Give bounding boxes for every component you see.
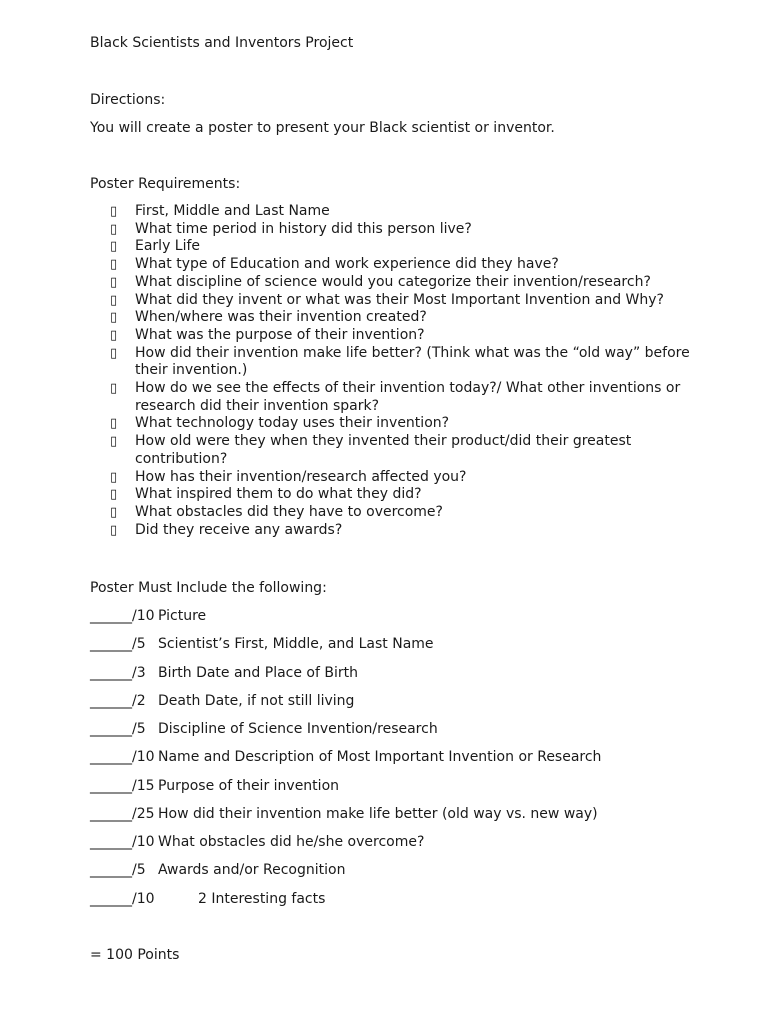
bullet-icon: ▯ [110, 504, 118, 520]
score-points: /10 [132, 891, 155, 907]
list-item [110, 274, 690, 292]
score-points: /25 [132, 806, 155, 822]
directions-text: You will create a poster to present your Black scientist or inventor. [90, 120, 555, 136]
bullet-icon: ▯ [110, 469, 118, 485]
bullet-icon: ▯ [110, 239, 118, 255]
score-points: /10 [132, 608, 155, 624]
score-row [90, 861, 345, 879]
requirement-text: What inspired them to do what they did? [135, 486, 422, 503]
list-item [110, 221, 690, 239]
bullet-icon: ▯ [110, 416, 118, 432]
score-blank: ______ [90, 608, 132, 624]
requirement-text: What was the purpose of their invention? [135, 326, 425, 343]
score-blank: ______ [90, 778, 132, 794]
score-label: Discipline of Science Invention/research [158, 721, 438, 737]
score-points: /10 [132, 834, 155, 850]
score-label: What obstacles did he/she overcome? [158, 834, 425, 850]
score-row [90, 635, 434, 653]
score-row [90, 777, 339, 795]
requirement-text: How did their invention make life better? (Think what was the “old way” before their invention.) [135, 344, 690, 379]
score-label: Scientist’s First, Middle, and Last Name [158, 636, 434, 652]
requirement-text: What did they invent or what was their Most Important Invention and Why? [135, 291, 664, 308]
score-label: Death Date, if not still living [158, 693, 355, 709]
list-item [110, 415, 690, 433]
score-points: /15 [132, 778, 155, 794]
list-item [110, 309, 690, 327]
score-blank: ______ [90, 693, 132, 709]
requirement-text: What discipline of science would you categorize their invention/research? [135, 273, 651, 290]
score-blank: ______ [90, 891, 132, 907]
bullet-icon: ▯ [110, 204, 118, 219]
list-item [110, 292, 690, 310]
score-blank: ______ [90, 749, 132, 765]
requirements-list [110, 203, 690, 539]
bullet-icon: ▯ [110, 522, 118, 538]
requirements-heading: Poster Requirements: [90, 176, 241, 192]
bullet-icon: ▯ [110, 345, 118, 361]
score-row [90, 692, 354, 710]
list-item [110, 433, 690, 468]
bullet-icon: ▯ [110, 310, 118, 326]
score-row [90, 805, 598, 823]
bullet-icon: ▯ [110, 257, 118, 273]
score-label: Picture [158, 608, 207, 624]
score-blank: ______ [90, 636, 132, 652]
score-blank: ______ [90, 806, 132, 822]
list-item [110, 504, 690, 522]
requirement-text: What technology today uses their invention? [135, 415, 450, 432]
requirement-text: What time period in history did this person live? [135, 220, 472, 237]
bullet-icon: ▯ [110, 274, 118, 290]
score-points: /5 [132, 862, 146, 878]
score-row [90, 890, 325, 908]
score-blank: ______ [90, 834, 132, 850]
directions-heading: Directions: [90, 92, 166, 108]
score-points: /5 [132, 636, 146, 652]
list-item [110, 522, 690, 540]
requirement-text: How do we see the effects of their invention today?/ What other inventions or research did their invention spark? [135, 380, 681, 414]
bullet-icon: ▯ [110, 381, 118, 397]
requirement-text: How old were they when they invented their product/did their greatest contribution? [135, 433, 632, 467]
include-heading: Poster Must Include the following: [90, 580, 327, 596]
score-label: Purpose of their invention [158, 778, 340, 794]
score-row [90, 748, 601, 766]
requirement-text: When/where was their invention created? [135, 309, 427, 326]
requirement-text: Early Life [135, 238, 201, 255]
page-title: Black Scientists and Inventors Project [90, 35, 354, 51]
bullet-icon: ▯ [110, 221, 118, 237]
list-item [110, 238, 690, 256]
score-label: How did their invention make life better (old way vs. new way) [158, 806, 598, 822]
list-item [110, 380, 690, 415]
score-label: Awards and/or Recognition [158, 862, 346, 878]
list-item [110, 486, 690, 504]
total-points: = 100 Points [90, 947, 180, 963]
bullet-icon: ▯ [110, 292, 118, 308]
list-item [110, 327, 690, 345]
list-item [110, 345, 690, 380]
score-blank: ______ [90, 665, 132, 681]
bullet-icon: ▯ [110, 487, 118, 503]
score-row [90, 833, 424, 851]
list-item [110, 469, 690, 487]
score-row [90, 720, 438, 738]
score-points: /10 [132, 749, 155, 765]
requirement-text: Did they receive any awards? [135, 521, 343, 538]
score-points: /2 [132, 693, 146, 709]
score-row [90, 607, 206, 625]
requirement-text: First, Middle and Last Name [135, 203, 330, 219]
score-blank: ______ [90, 721, 132, 737]
requirement-text: What type of Education and work experience did they have? [135, 256, 559, 273]
score-label: 2 Interesting facts [198, 891, 326, 907]
bullet-icon: ▯ [110, 327, 118, 343]
score-label: Birth Date and Place of Birth [158, 665, 358, 681]
list-item [110, 203, 690, 221]
requirement-text: How has their invention/research affected you? [135, 468, 467, 485]
score-row [90, 664, 358, 682]
bullet-icon: ▯ [110, 434, 118, 450]
score-points: /5 [132, 721, 146, 737]
score-label: Name and Description of Most Important Invention or Research [158, 749, 602, 765]
requirement-text: What obstacles did they have to overcome? [135, 503, 443, 520]
score-blank: ______ [90, 862, 132, 878]
score-points: /3 [132, 665, 146, 681]
list-item [110, 256, 690, 274]
